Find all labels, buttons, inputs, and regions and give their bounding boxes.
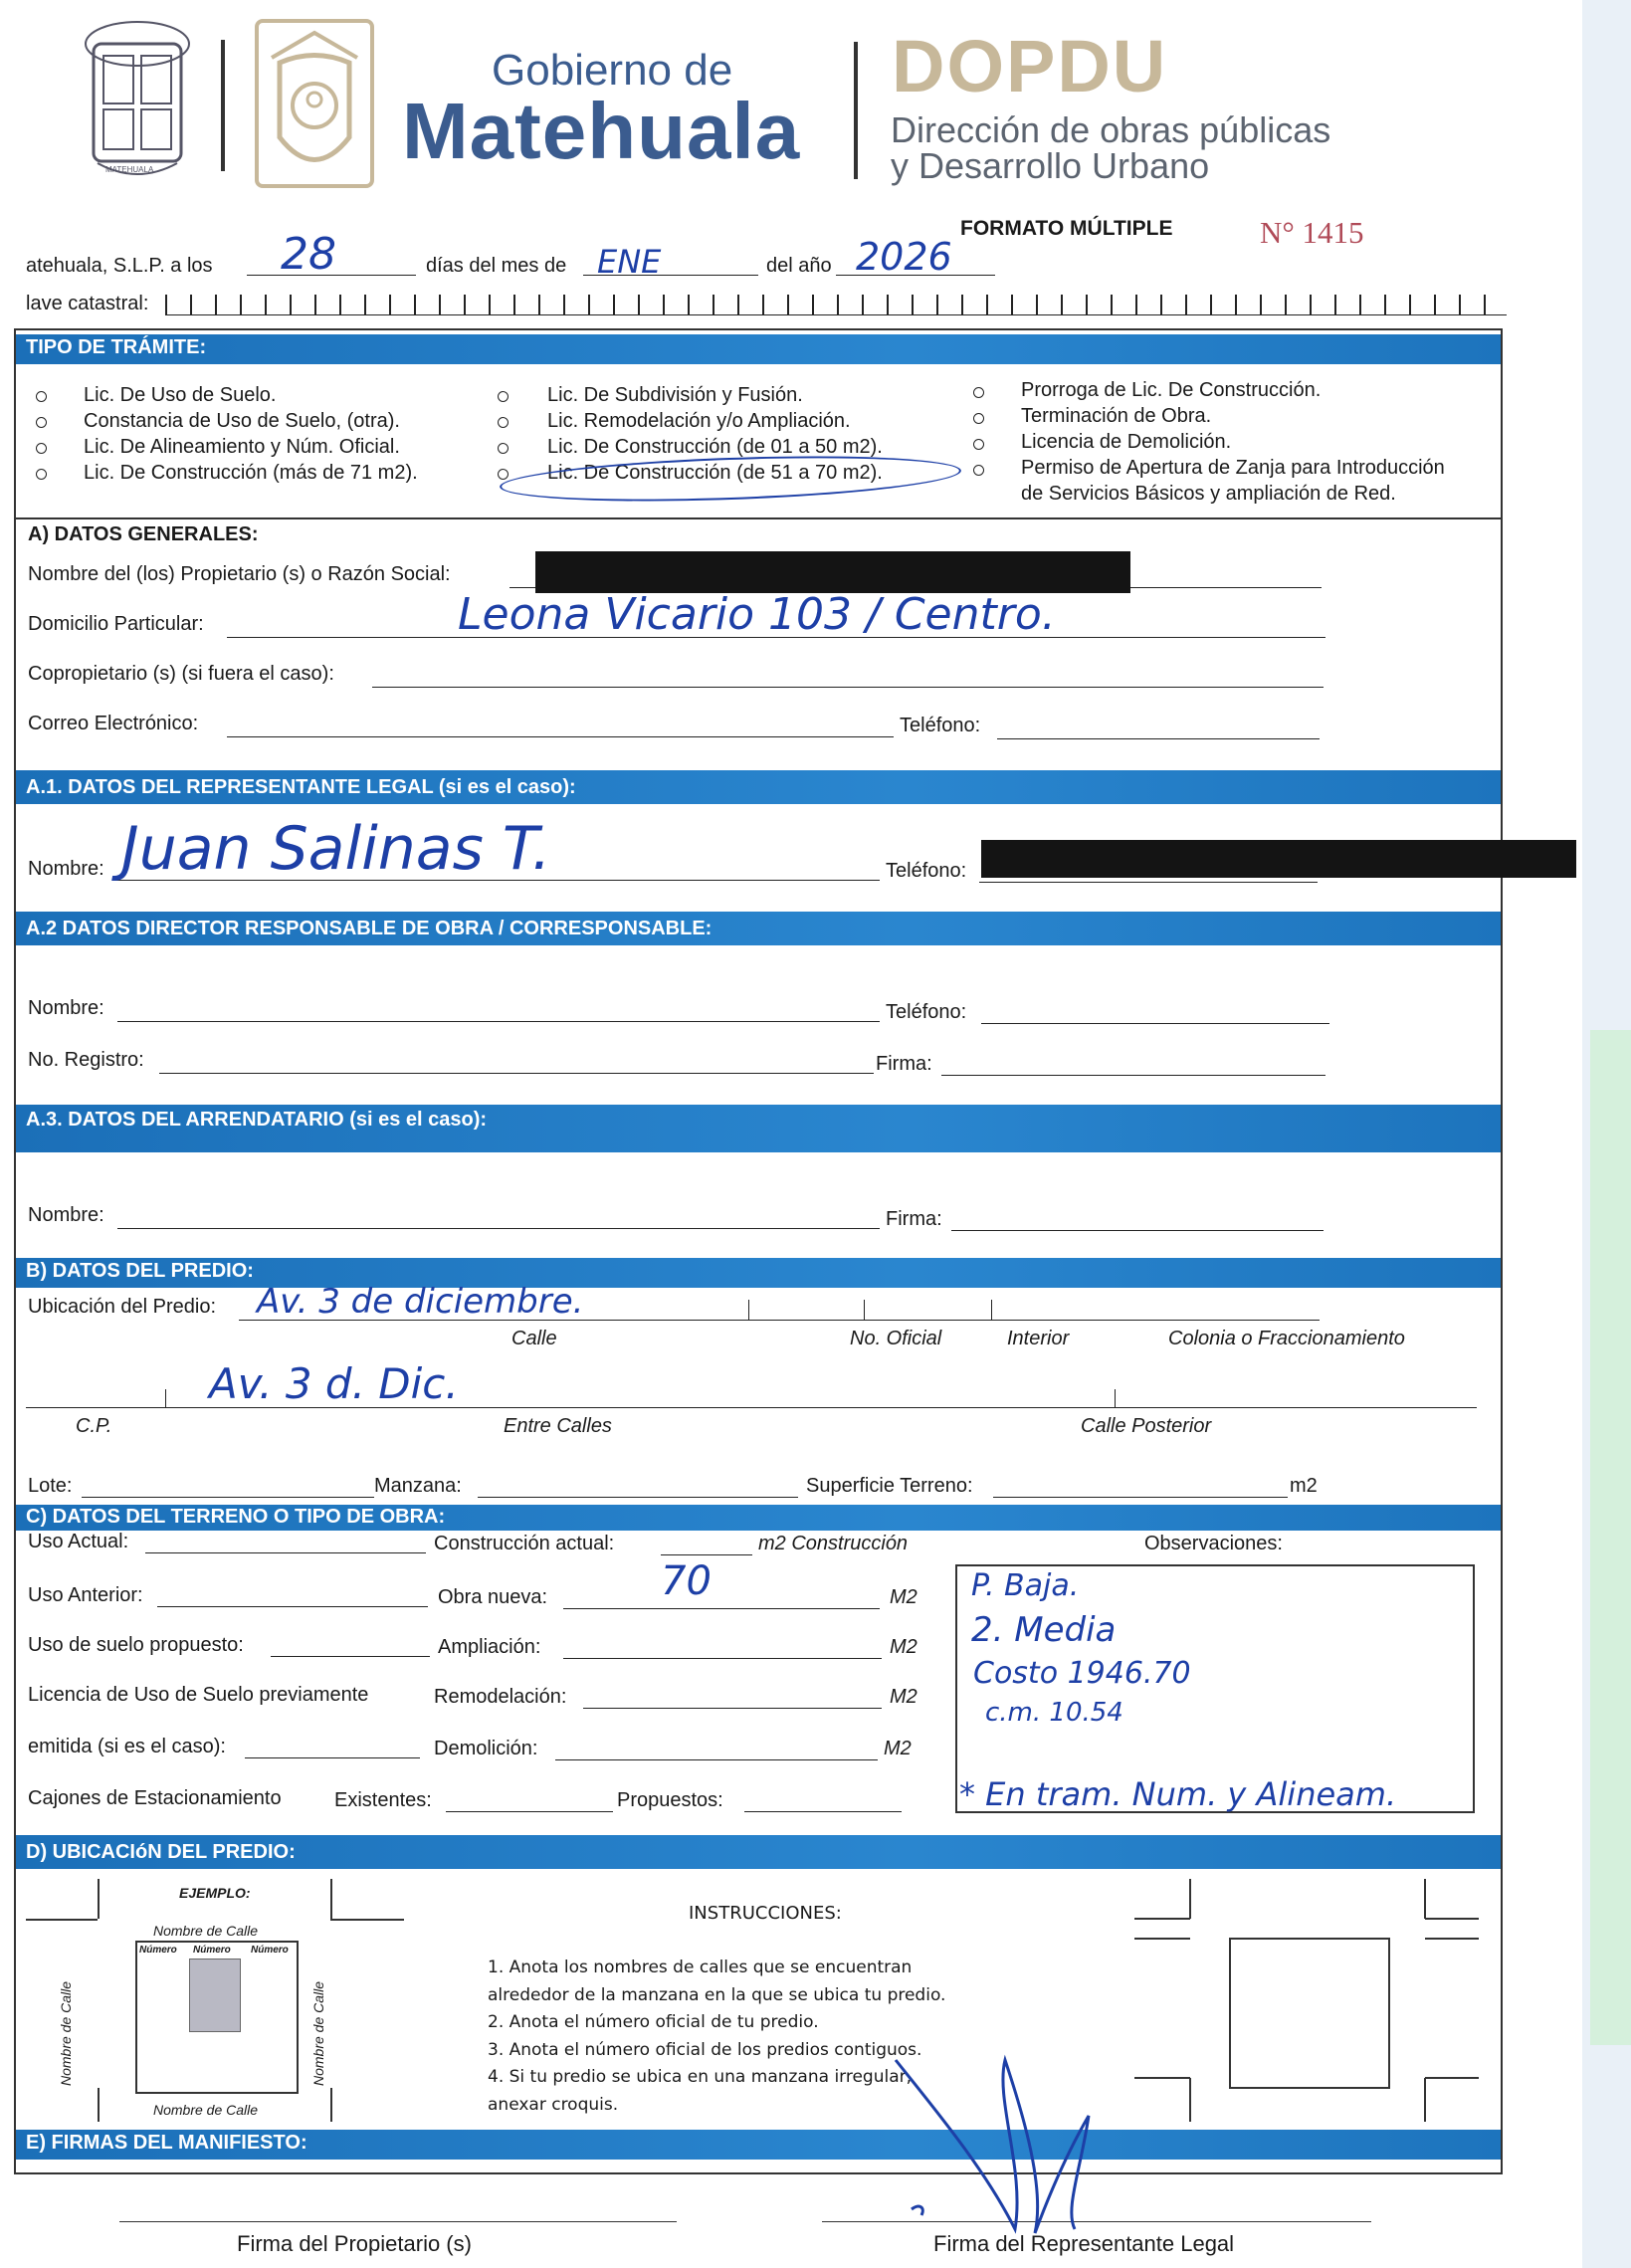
radio-constancia[interactable] — [36, 417, 47, 428]
superficie-label: Superficie Terreno: — [806, 1475, 973, 1497]
instruccion-4: 3. Anota el número oficial de los predios contiguos. — [488, 2039, 922, 2060]
predio-sketch-grid[interactable] — [1134, 1879, 1479, 2122]
director-registro-line[interactable] — [159, 1073, 874, 1074]
dopdu-subtitle-1: Dirección de obras públicas — [891, 109, 1331, 150]
firma-representante-caption: Firma del Representante Legal — [933, 2231, 1235, 2256]
entre-calles-value: Av. 3 d. Dic. — [209, 1359, 459, 1408]
uso-anterior-label: Uso Anterior: — [28, 1584, 143, 1606]
radio-demolicion[interactable] — [973, 439, 984, 450]
instruccion-6: anexar croquis. — [488, 2094, 619, 2115]
director-telefono-line[interactable] — [981, 1023, 1329, 1024]
arrendatario-nombre-label: Nombre: — [28, 1204, 104, 1226]
tramite-alineamiento: Lic. De Alineamiento y Núm. Oficial. — [84, 436, 400, 458]
ejemplo-predio-highlight — [189, 1959, 241, 2032]
dopdu-text: DOPDU — [892, 25, 1168, 107]
manzana-field-line[interactable] — [478, 1497, 798, 1498]
instruccion-3: 2. Anota el número oficial de tu predio. — [488, 2012, 819, 2032]
ejemplo-street-top-left — [98, 1879, 100, 1919]
demolicion-label: Demolición: — [434, 1738, 538, 1759]
propietario-label: Nombre del (los) Propietario (s) o Razón Social: — [28, 563, 451, 585]
radio-subdivision[interactable] — [498, 391, 509, 402]
radio-construccion-50[interactable] — [498, 443, 509, 454]
ampliacion-line[interactable] — [563, 1658, 882, 1659]
director-nombre-label: Nombre: — [28, 997, 104, 1019]
m2-construccion-caption: m2 Construcción — [758, 1533, 909, 1554]
tramite-zanja: Permiso de Apertura de Zanja para Introducción — [1021, 457, 1445, 479]
ejemplo-street-bot-left — [98, 2088, 100, 2122]
ampliacion-unit: M2 — [890, 1636, 917, 1658]
manzana-label: Manzana: — [374, 1475, 462, 1497]
ejemplo-numero-2: Número — [193, 1945, 231, 1956]
folio-number: N° 1415 — [1260, 215, 1364, 250]
uso-propuesto-label: Uso de suelo propuesto: — [28, 1634, 244, 1656]
instruccion-2: alrededor de la manzana en la que se ubica tu predio. — [488, 1984, 946, 2005]
tramite-construccion-50: Lic. De Construcción (de 01 a 50 m2). — [547, 436, 883, 458]
observaciones-label: Observaciones: — [1144, 1533, 1283, 1554]
copropietario-label: Copropietario (s) (si fuera el caso): — [28, 663, 334, 685]
tramite-remodelacion: Lic. Remodelación y/o Ampliación. — [547, 410, 851, 432]
obs-line-5: * En tram. Num. y Alineam. — [959, 1775, 1397, 1813]
representante-telefono-label: Teléfono: — [886, 860, 967, 882]
lugar-label: atehuala, S.L.P. a los — [26, 255, 213, 277]
entre-tick-2 — [1115, 1389, 1116, 1407]
no-oficial-caption: No. Oficial — [850, 1328, 942, 1349]
representante-telefono-line[interactable] — [979, 882, 1318, 883]
superficie-field-line[interactable] — [993, 1497, 1288, 1498]
header-divider-2 — [854, 42, 858, 179]
underlying-green-sheet — [1590, 1030, 1631, 2045]
tramite-subdivision: Lic. De Subdivisión y Fusión. — [547, 384, 803, 406]
existentes-label: Existentes: — [334, 1789, 432, 1811]
ubicacion-tick-2 — [864, 1300, 865, 1320]
arrendatario-firma-line[interactable] — [951, 1230, 1324, 1231]
anio-value: 2026 — [856, 235, 952, 279]
arrendatario-nombre-line[interactable] — [117, 1228, 880, 1229]
radio-construccion-70[interactable] — [498, 469, 509, 480]
uso-anterior-line[interactable] — [157, 1606, 428, 1607]
obs-line-3: Costo 1946.70 — [973, 1656, 1191, 1691]
dias-del-mes-label: días del mes de — [426, 255, 567, 277]
remodelacion-line[interactable] — [583, 1708, 882, 1709]
calle-caption: Calle — [511, 1328, 557, 1349]
demolicion-line[interactable] — [555, 1759, 878, 1760]
seal-caption: MATEHUALA — [105, 165, 154, 174]
director-telefono-label: Teléfono: — [886, 1001, 967, 1023]
colonia-caption: Colonia o Fraccionamiento — [1168, 1328, 1405, 1349]
ubicacion-header: D) UBICACIóN DEL PREDIO: — [16, 1835, 1501, 1869]
interior-caption: Interior — [1007, 1328, 1070, 1349]
lic-previa-label-2: emitida (si es el caso): — [28, 1736, 226, 1757]
radio-zanja[interactable] — [973, 465, 984, 476]
construccion-actual-label: Construcción actual: — [434, 1533, 615, 1554]
ejemplo-calle-bottom: Nombre de Calle — [153, 2102, 259, 2118]
director-registro-label: No. Registro: — [28, 1049, 144, 1071]
correo-label: Correo Electrónico: — [28, 713, 199, 734]
matehuala-text: Matehuala — [402, 87, 801, 175]
gobierno-crest — [254, 18, 375, 189]
obs-line-1: P. Baja. — [971, 1568, 1080, 1603]
obra-nueva-label: Obra nueva: — [438, 1586, 548, 1608]
radio-prorroga[interactable] — [973, 387, 984, 398]
datos-generales-title: A) DATOS GENERALES: — [28, 523, 259, 545]
arrendatario-header: A.3. DATOS DEL ARRENDATARIO (si es el caso): — [16, 1105, 1501, 1152]
ejemplo-street-bot-right — [330, 2088, 332, 2122]
tramite-demolicion: Licencia de Demolición. — [1021, 431, 1232, 453]
telefono-label: Teléfono: — [900, 715, 981, 736]
radio-alineamiento[interactable] — [36, 443, 47, 454]
copropietario-field-line[interactable] — [372, 687, 1324, 688]
ubicacion-tick-3 — [991, 1300, 992, 1320]
propuestos-label: Propuestos: — [617, 1789, 723, 1811]
director-nombre-line[interactable] — [117, 1021, 880, 1022]
ejemplo-street-top-right — [330, 1879, 332, 1919]
ejemplo-street-top-line-r — [330, 1919, 404, 1921]
clave-catastral-boxes[interactable] — [165, 295, 1507, 315]
ejemplo-numero-3: Número — [251, 1945, 289, 1956]
clave-catastral-label: lave catastral: — [26, 293, 149, 314]
firma-propietario-caption: Firma del Propietario (s) — [237, 2231, 472, 2256]
remodelacion-label: Remodelación: — [434, 1686, 567, 1708]
mes-value: ENE — [597, 243, 662, 281]
tramite-prorroga: Prorroga de Lic. De Construcción. — [1021, 379, 1322, 401]
cp-caption: C.P. — [76, 1415, 112, 1437]
instrucciones-title: INSTRUCCIONES: — [689, 1903, 842, 1924]
demolicion-unit: M2 — [884, 1738, 912, 1759]
tramite-bottom-divider — [16, 517, 1501, 519]
representante-nombre-label: Nombre: — [28, 858, 104, 880]
dia-value: 28 — [281, 229, 336, 280]
ubicacion-tick-1 — [748, 1300, 749, 1320]
ejemplo-diagram — [26, 1879, 404, 2122]
director-firma-line[interactable] — [941, 1075, 1325, 1076]
obra-nueva-value: 70 — [661, 1558, 712, 1604]
telefono-field-line[interactable] — [997, 738, 1320, 739]
representante-telefono-redaction — [981, 840, 1576, 878]
terreno-header: C) DATOS DEL TERRENO O TIPO DE OBRA: — [16, 1505, 1501, 1531]
obra-nueva-unit: M2 — [890, 1586, 917, 1608]
ejemplo-label: EJEMPLO: — [179, 1885, 251, 1901]
ejemplo-calle-top: Nombre de Calle — [153, 1923, 259, 1939]
representante-nombre-value: Juan Salinas T. — [121, 814, 551, 884]
arrendatario-firma-label: Firma: — [886, 1208, 942, 1230]
header-divider-1 — [221, 40, 225, 171]
firma-propietario-line[interactable] — [119, 2221, 677, 2222]
del-anio-label: del año — [766, 255, 832, 277]
radio-remodelacion[interactable] — [498, 417, 509, 428]
propietario-redaction — [535, 551, 1130, 593]
ejemplo-calle-right: Nombre de Calle — [310, 1980, 326, 2086]
gobierno-de-text: Gobierno de — [492, 46, 733, 95]
domicilio-value: Leona Vicario 103 / Centro. — [458, 589, 1056, 640]
cajones-label: Cajones de Estacionamiento — [28, 1787, 282, 1809]
propuestos-line[interactable] — [744, 1811, 902, 1812]
lote-label: Lote: — [28, 1475, 73, 1497]
ejemplo-calle-left: Nombre de Calle — [58, 1980, 74, 2086]
ejemplo-numero-1: Número — [139, 1945, 177, 1956]
handwritten-signature — [876, 2020, 1115, 2245]
predio-header: B) DATOS DEL PREDIO: — [16, 1258, 1501, 1288]
radio-construccion-71[interactable] — [36, 469, 47, 480]
tramite-construccion-70: Lic. De Construcción (de 51 a 70 m2). — [547, 462, 883, 484]
existentes-line[interactable] — [446, 1811, 613, 1812]
calle-posterior-caption: Calle Posterior — [1081, 1415, 1212, 1437]
remodelacion-unit: M2 — [890, 1686, 917, 1708]
tramite-zanja-cont: de Servicios Básicos y ampliación de Red. — [1021, 483, 1396, 505]
instruccion-1: 1. Anota los nombres de calles que se encuentran — [488, 1958, 913, 1977]
tipo-tramite-header: TIPO DE TRÁMITE: — [16, 334, 1501, 364]
lote-field-line[interactable] — [82, 1497, 374, 1498]
construccion-actual-line[interactable] — [661, 1554, 752, 1555]
tramite-constancia: Constancia de Uso de Suelo, (otra). — [84, 410, 400, 432]
firmas-header: E) FIRMAS DEL MANIFIESTO: — [16, 2130, 1501, 2160]
ejemplo-street-top-line — [26, 1919, 98, 1921]
uso-propuesto-line[interactable] — [271, 1656, 430, 1657]
obs-line-2: 2. Media — [971, 1610, 1117, 1650]
radio-terminacion[interactable] — [973, 413, 984, 424]
representante-header: A.1. DATOS DEL REPRESENTANTE LEGAL (si es el caso): — [16, 770, 1501, 804]
director-header: A.2 DATOS DIRECTOR RESPONSABLE DE OBRA / CORRESPONSABLE: — [16, 912, 1501, 945]
radio-uso-suelo[interactable] — [36, 391, 47, 402]
entre-tick-1 — [165, 1389, 166, 1407]
tramite-uso-suelo: Lic. De Uso de Suelo. — [84, 384, 277, 406]
director-firma-label: Firma: — [876, 1053, 932, 1075]
ampliacion-label: Ampliación: — [438, 1636, 541, 1658]
formato-multiple-title: FORMATO MÚLTIPLE — [960, 217, 1173, 240]
lic-previa-label-1: Licencia de Uso de Suelo previamente — [28, 1684, 369, 1706]
uso-actual-label: Uso Actual: — [28, 1531, 129, 1552]
correo-field-line[interactable] — [227, 736, 894, 737]
obra-nueva-line[interactable] — [563, 1608, 880, 1609]
ubicacion-value: Av. 3 de diciembre. — [257, 1282, 584, 1322]
entre-calles-caption: Entre Calles — [504, 1415, 612, 1437]
domicilio-label: Domicilio Particular: — [28, 613, 204, 635]
tramite-terminacion: Terminación de Obra. — [1021, 405, 1212, 427]
dopdu-subtitle-2: y Desarrollo Urbano — [891, 145, 1210, 186]
obs-line-4: c.m. 10.54 — [985, 1698, 1123, 1728]
tramite-construccion-71: Lic. De Construcción (más de 71 m2). — [84, 462, 418, 484]
lic-previa-line[interactable] — [245, 1757, 420, 1758]
ubicacion-label: Ubicación del Predio: — [28, 1296, 216, 1318]
instruccion-5: 4. Si tu predio se ubica en una manzana irregular, — [488, 2067, 913, 2087]
superficie-unit: m2 — [1290, 1475, 1318, 1497]
uso-actual-line[interactable] — [145, 1552, 426, 1553]
municipal-seal — [78, 14, 197, 188]
